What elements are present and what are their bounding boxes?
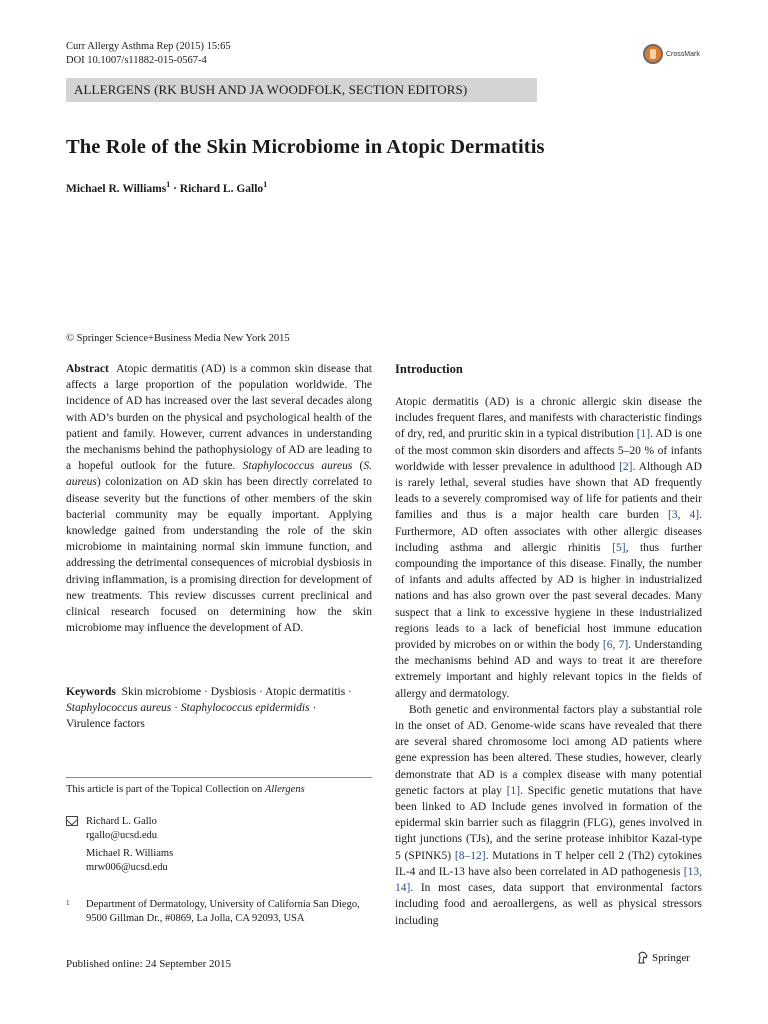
keywords-text: Skin microbiome · Dysbiosis · Atopic dermatitis ·: [121, 686, 352, 698]
section-label: ALLERGENS (RK BUSH AND JA WOODFOLK, SECTION EDITORS): [74, 82, 468, 97]
author-separator: ·: [170, 182, 180, 195]
author-name[interactable]: Richard L. Gallo: [179, 182, 264, 195]
citation-link[interactable]: [1]: [636, 428, 651, 441]
abstract-text: Atopic dermatitis (AD) is a common skin disease that affects a large proportion of the population worldwide. The incidence of AD has increased over the last several decades along with AD’s burden on the physical and psychological health of the patient and family. However, current advances in understanding the mechanisms behind the pathophysiology of AD are leading to a hopeful outlook for the future.: [66, 363, 372, 473]
topical-collection-note: [66, 784, 305, 795]
affiliation-line: 9500 Gillman Dr., #0869, La Jolla, CA 92093, USA: [86, 913, 305, 925]
citation-link[interactable]: [6, 7]: [602, 639, 629, 652]
envelope-icon: [66, 816, 78, 826]
introduction-body: [395, 394, 702, 929]
doi-link[interactable]: DOI 10.1007/s11882-015-0567-4: [66, 55, 207, 66]
introduction-heading: Introduction: [395, 362, 463, 376]
crossmark-label: CrossMark: [666, 50, 700, 58]
author-name[interactable]: Michael R. Williams: [66, 182, 167, 195]
paragraph: Both genetic and environmental factors play a substantial role in the onset of AD. Genome-wide scans have revealed that there are several shared chromosome loci among AD patients where gene expression has been altered. These studies, however, clearly demonstrate that AD is a complex disease with many potential genetic factors at play [1]. Specific genetic mutations that have been linked to AD Include genes involved in formation of the epidermal skin barrier such as filaggrin (FLG), genes involved in tight junctions (TJs), and the serine protease inhibitor Kazal-type 5 (SPINK5) [8–12]. Mutations in T helper cell 2 (Th2) cytokines IL-4 and IL-13 have also been correlated in AD pathogenesis [13, 14]. In most cases, data support that environmental factors including food and aeroallergens, as well as physical stressors including: [395, 703, 702, 927]
crossmark-badge[interactable]: [643, 42, 723, 66]
contact-name: Richard L. Gallo: [86, 816, 157, 827]
springer-horse-icon: [637, 951, 649, 964]
article-title: The Role of the Skin Microbiome in Atopic Dermatitis: [66, 136, 545, 158]
journal-header: [66, 40, 231, 68]
citation-link[interactable]: [2]: [619, 460, 633, 473]
footnote-divider: [66, 777, 372, 778]
topical-text: This article is part of the Topical Collection on: [66, 784, 265, 795]
abstract-text: (: [352, 460, 364, 473]
citation-link[interactable]: [3, 4]: [668, 509, 700, 522]
contact-name: Michael R. Williams: [86, 847, 174, 859]
citation-link[interactable]: [13, 14]: [395, 865, 702, 895]
abstract-text: ) colonization on AD skin has been directly correlated to disease severity but the functions of other members of the skin bacterial community may be equally important. Applying knowledge gained from understanding the role of the skin microbiome in maintaining normal skin immune function, and addressing the detrimental consequences of microbial dysbiosis in driving inflammation, is a promising direction for development of new treatments. This review discusses current preclinical and clinical research focused on determining how the skin microbiome may influence the development of AD.: [66, 476, 372, 635]
keyword-separator: ·: [171, 702, 181, 715]
crossmark-icon: [643, 44, 663, 64]
affiliation: [66, 898, 372, 930]
publisher-name: Springer: [652, 951, 690, 964]
keywords: [66, 684, 372, 733]
citation-link[interactable]: [5]: [612, 541, 626, 554]
keyword-species: Staphylococcus epidermidis: [180, 702, 310, 715]
publisher-logo[interactable]: [637, 951, 690, 964]
abstract-species-abbrev: S. aureus: [66, 460, 372, 489]
section-banner: [66, 78, 537, 102]
author-affiliation-mark: 1: [263, 180, 268, 189]
citation-link[interactable]: [8–12]: [454, 849, 486, 862]
keywords-label: Keywords: [66, 686, 116, 698]
abstract-species: Staphylococcus aureus: [242, 460, 353, 473]
journal-citation: Curr Allergy Asthma Rep (2015) 15:65: [66, 41, 231, 52]
abstract: [66, 361, 372, 636]
published-date: Published online: 24 September 2015: [66, 958, 231, 970]
keyword-species: Staphylococcus aureus: [66, 702, 172, 715]
keyword-text: Virulence factors: [66, 718, 145, 731]
copyright-notice: © Springer Science+Business Media New York 2015: [66, 333, 290, 344]
abstract-label: Abstract: [66, 363, 109, 375]
corresponding-contacts: [66, 815, 372, 875]
keyword-separator: ·: [309, 702, 317, 715]
citation-link[interactable]: [1]: [506, 784, 521, 797]
author-affiliation-mark: 1: [166, 180, 171, 189]
contact-email[interactable]: mrw006@ucsd.edu: [86, 861, 168, 873]
paragraph: Atopic dermatitis (AD) is a chronic allergic skin disease the includes frequent flares, and manifests with characteristic findings of dry, red, and pruritic skin in a typical distribution [1]. AD is one of the most common skin disorders and affects 5–20 % of infants worldwide with lesser prevalence in adulthood [2]. Although AD is rarely lethal, several studies have shown that AD frequently leads to a severely compromised way of life for patients and their families and thus is a major health care burden [3, 4]. Furthermore, AD often associates with other allergic diseases including asthma and allergic rhinitis [5], thus further compounding the importance of this disease. Finally, the number of infants and adults affected by AD is higher in industrialized nations and has also grown over the past several decades. Many suspect that a link to excessive hygiene in these industrialized regions leads to a lack of beneficial host immune education provided by microbes on or within the body [6, 7]. Understanding the mechanisms behind AD and ways to treat it are therefore extremely important and highly relevant topics in the fields of allergy and dermatology.: [395, 396, 703, 700]
author-list: [66, 180, 267, 195]
affiliation-mark: 1: [66, 899, 70, 907]
affiliation-line: Department of Dermatology, University of California San Diego,: [86, 899, 360, 910]
contact-email[interactable]: rgallo@ucsd.edu: [86, 830, 158, 842]
topical-collection-link[interactable]: Allergens: [264, 784, 305, 795]
